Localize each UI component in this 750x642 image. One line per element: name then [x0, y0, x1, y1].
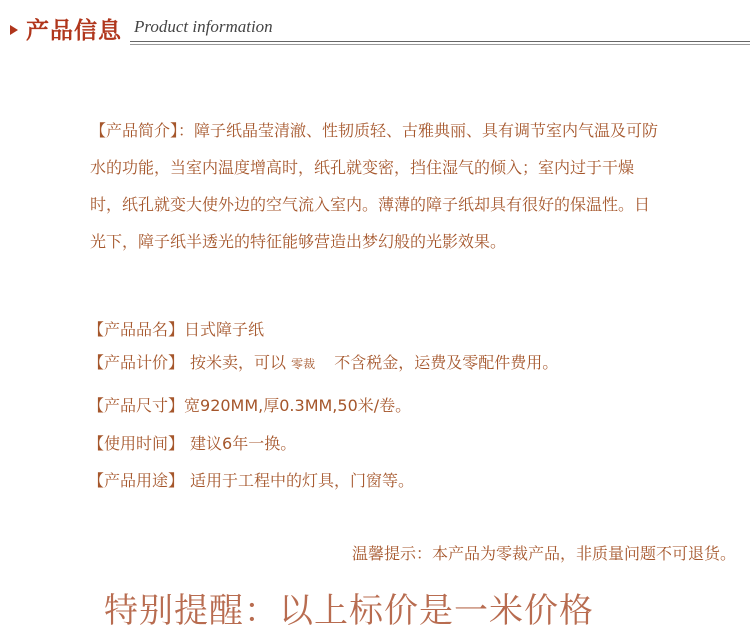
- spec-label: 【使用时间】: [88, 434, 185, 453]
- spec-value: 按米卖，可以: [190, 353, 287, 372]
- spec-value: 建议6年一换。: [190, 434, 297, 453]
- header-rule: [130, 41, 750, 42]
- spec-label: 【产品品名】: [88, 320, 185, 339]
- spec-row-name: [88, 317, 264, 340]
- spec-row-usage: [88, 468, 414, 491]
- spec-label: 【产品尺寸】: [88, 396, 185, 415]
- spec-label: 【产品用途】: [88, 471, 185, 490]
- section-title-cn: 产品信息: [26, 18, 122, 44]
- intro-label: 【产品简介】：: [90, 121, 195, 140]
- section-title-en: Product information: [134, 17, 273, 36]
- spec-value: 日式障子纸: [184, 320, 265, 339]
- spec-row-lifetime: [88, 431, 296, 454]
- header-rule-secondary: [130, 44, 750, 45]
- spec-row-pricing: [88, 350, 558, 373]
- spec-value: 宽920MM,厚0.3MM,50米/卷。: [184, 396, 412, 415]
- intro-text: 障子纸晶莹清澈、性韧质轻、古雅典丽、具有调节室内气温及可防水的功能，当室内温度增高时，纸孔就变密，挡住湿气的倾入；室内过于干燥时，纸孔就变大使外边的空气流入室内。薄薄的障子纸却具有很好的保温性。日光下，障子纸半透光的特征能够营造出梦幻般的光影效果。: [90, 121, 659, 251]
- spec-value-note: 不含税金，运费及零配件费用。: [334, 353, 559, 372]
- price-reminder: 特别提醒：以上标价是一米价格: [104, 591, 594, 631]
- spec-value: 适用于工程中的灯具，门窗等。: [190, 471, 415, 490]
- triangle-arrow-icon: [10, 25, 18, 35]
- spec-label: 【产品计价】: [88, 353, 185, 372]
- spec-value-small: 零裁: [291, 357, 316, 371]
- spec-row-size: [88, 393, 411, 416]
- product-intro: [90, 112, 665, 260]
- warm-tip: 温馨提示：本产品为零裁产品，非质量问题不可退货。: [351, 544, 736, 563]
- section-header: [0, 8, 750, 48]
